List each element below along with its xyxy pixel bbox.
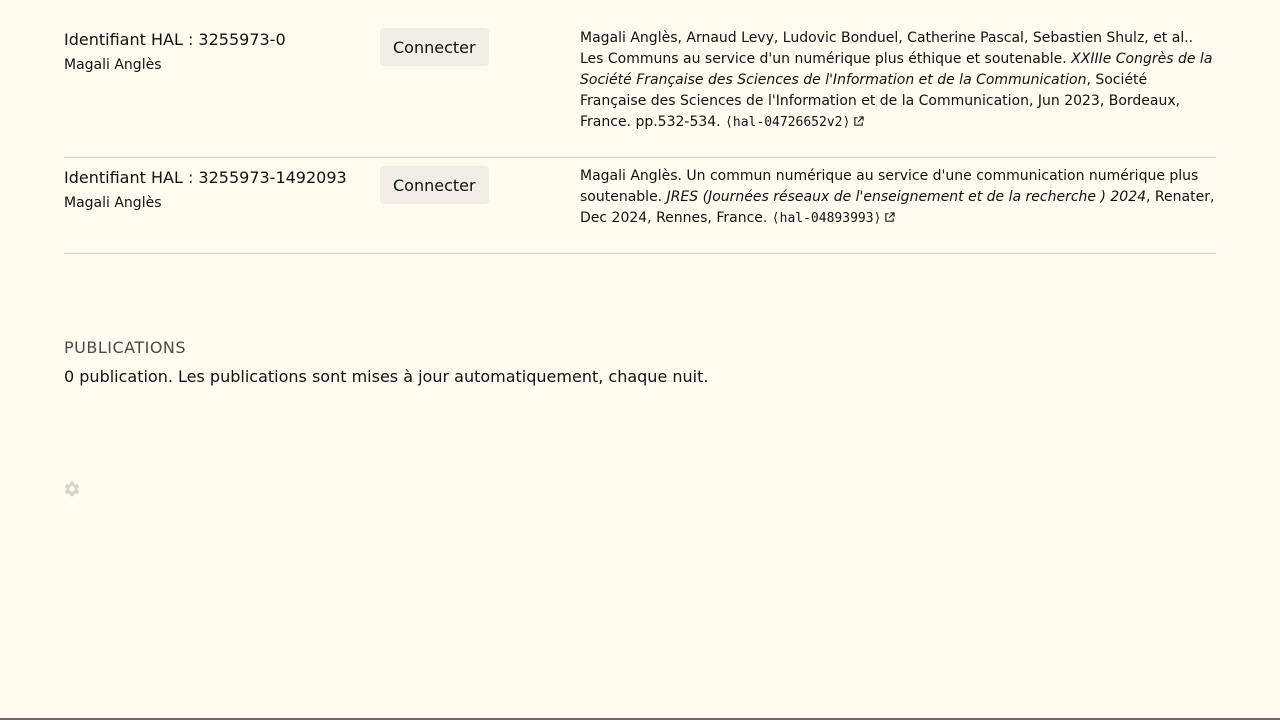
hal-identity-row (64, 28, 1216, 158)
citation-authors-title: Magali Anglès. Un commun numérique au service d'une communication numérique plus soutenable. (580, 168, 1199, 205)
author-name: Magali Anglès (64, 57, 162, 73)
hal-identifier: Identifiant HAL : 3255973-0 (64, 30, 286, 49)
citation (580, 28, 1216, 133)
citation-authors-title: Magali Anglès, Arnaud Levy, Ludovic Bonduel, Catherine Pascal, Sebastien Shulz, et al.. Les Communs au service d'un numérique plus éthique et soutenable. (580, 30, 1194, 67)
citation-details: , Société Française des Sciences de l'Information et de la Communication, Jun 2023, Bordeaux, France. pp.532-534. (580, 72, 1181, 130)
external-link-icon (884, 212, 895, 223)
publications-heading: PUBLICATIONS (64, 338, 187, 357)
hal-identity-row (64, 166, 1216, 254)
hal-reference-text: ⟨hal-04726652v2⟩ (725, 115, 851, 130)
citation (580, 166, 1216, 229)
citation-details: , Renater, Dec 2024, Rennes, France. (580, 189, 1215, 226)
hal-reference-text: ⟨hal-04893993⟩ (771, 211, 882, 226)
gear-icon[interactable] (63, 480, 81, 498)
external-link-icon (853, 116, 864, 127)
hal-identifier: Identifiant HAL : 3255973-1492093 (64, 168, 347, 187)
citation-venue: XXIIIe Congrès de la Société Française des Sciences de l'Information et de la Communication (580, 51, 1213, 88)
connect-button[interactable]: Connecter (380, 166, 489, 204)
citation-venue: JRES (Journées réseaux de l'enseignement et de la recherche ) 2024 (666, 189, 1147, 205)
hal-reference-link[interactable] (772, 211, 896, 226)
hal-reference-link[interactable] (725, 115, 864, 130)
author-name: Magali Anglès (64, 195, 162, 211)
connect-button[interactable]: Connecter (380, 28, 489, 66)
publications-status-text: 0 publication. Les publications sont mises à jour automatiquement, chaque nuit. (64, 367, 709, 386)
